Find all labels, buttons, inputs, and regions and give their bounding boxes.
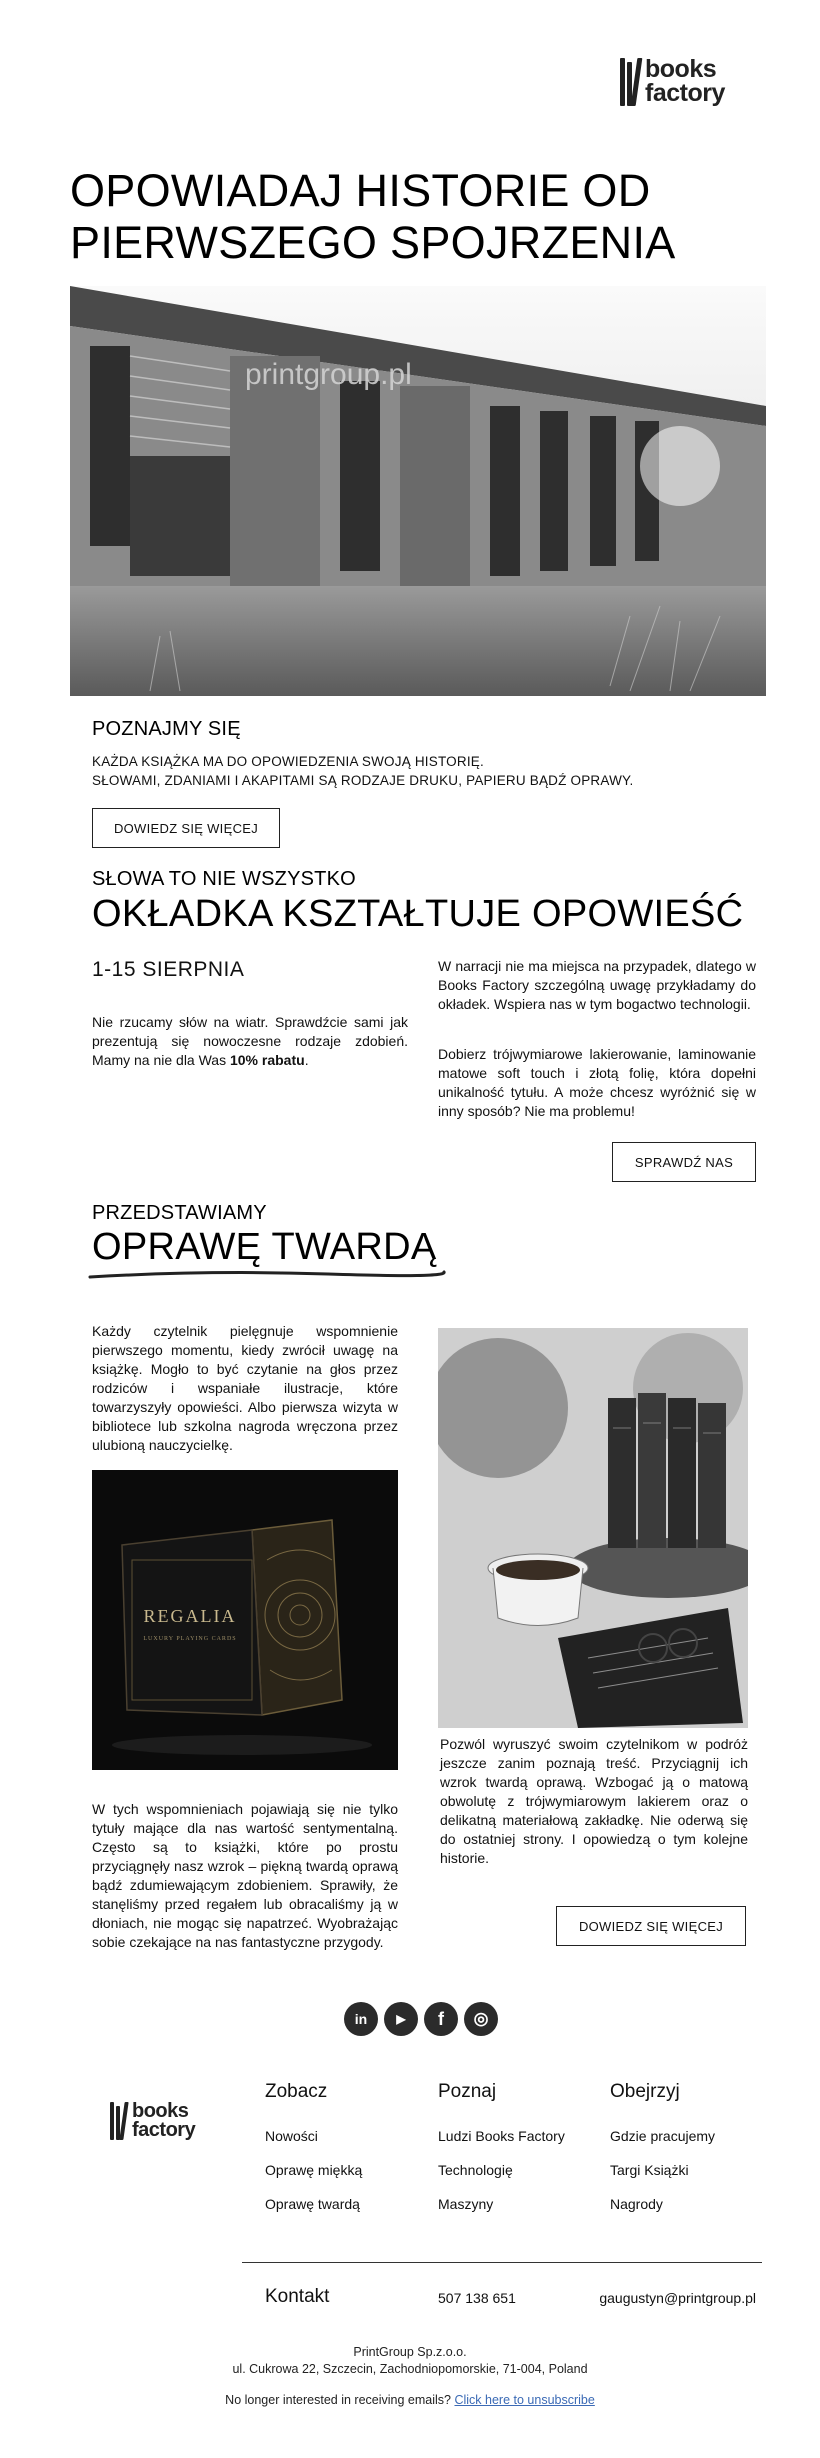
hardcover-p3: Pozwól wyruszyć swoim czytelnikom w podróż jeszcze zanim poznają treść. Przyciągnij ich wzrok twardą oprawą. Wzbogać ją o matową obwolutę z trójwymiarowym lakierem oraz o delikatną materiałową zakładkę. Nie oderwą się do ostatniej strony. I opowiedzą o tym kolejne historie. [440, 1736, 748, 1866]
logo-books-icon [620, 58, 639, 106]
cover-right-p2: Dobierz trójwymiarowe lakierowanie, laminowanie matowe soft touch i złotą folię, która dopełni unikalność tytułu. A może chcesz wyróżnić się w inny sposób? Nie ma problemu! [438, 1046, 756, 1119]
linkedin-icon[interactable]: in [344, 2002, 378, 2036]
book-title: REGALIA [143, 1606, 237, 1626]
hero-title-line2: PIERWSZEGO SPOJRZENIA [70, 217, 676, 268]
books-coffee-photo [438, 1328, 748, 1728]
contact-label: Kontakt [265, 2286, 330, 2307]
cover-left-text-a: Nie rzucamy słów na wiatr. Sprawdźcie sami jak prezentują się nowoczesne rodzaje zdobień. Mamy na nie dla Was [92, 1014, 408, 1068]
cover-left-text-c: . [304, 1052, 309, 1068]
intro-line2: SŁOWAMI, ZDANIAMI I AKAPITAMI SĄ RODZAJE DRUKU, PAPIERU BĄDŹ OPRAWY. [92, 773, 634, 788]
social-links [344, 2002, 498, 2036]
footer-logo-line1: books [132, 2100, 189, 2122]
cover-title: OKŁADKA KSZTAŁTUJE OPOWIEŚĆ [92, 893, 744, 935]
footer-logo-books-icon [110, 2102, 126, 2140]
youtube-icon[interactable]: ▶ [384, 2002, 418, 2036]
footer-link-machines[interactable]: Maszyny [438, 2196, 494, 2212]
footer-link-people[interactable]: Ludzi Books Factory [438, 2128, 565, 2144]
unsubscribe-line [0, 2393, 820, 2407]
footer-col-see-heading: Zobacz [265, 2081, 328, 2102]
footer-link-workplace[interactable]: Gdzie pracujemy [610, 2128, 716, 2144]
title-underline-swoosh [88, 1268, 448, 1282]
logo-line1: books [645, 55, 717, 84]
brand-logo[interactable] [620, 55, 725, 107]
company-address: ul. Cukrowa 22, Szczecin, Zachodniopomorskie, 71-004, Poland [232, 2362, 588, 2376]
company-name: PrintGroup Sp.z.o.o. [353, 2345, 467, 2359]
cover-dates: 1-15 SIERPNIA [92, 958, 245, 981]
building-sign: printgroup.pl [245, 358, 412, 391]
footer-link-new[interactable]: Nowości [265, 2128, 318, 2144]
unsubscribe-link[interactable]: Click here to unsubscribe [454, 2393, 595, 2407]
footer-link-book-fair[interactable]: Targi Książki [610, 2162, 689, 2178]
cover-left-text [92, 1013, 408, 1070]
footer-col-watch-heading: Obejrzyj [610, 2081, 680, 2102]
book-subtitle: LUXURY PLAYING CARDS [143, 1636, 237, 1642]
footer-link-hardcover[interactable]: Oprawę twardą [265, 2196, 360, 2212]
hardcover-p1: Każdy czytelnik pielęgnuje wspomnienie pierwszego momentu, kiedy zwrócił uwagę na książkę. Mogło to być czytanie na głos przez rodziców i wspaniałe ilustracje, które towarzyszyły opowieści. Albo pierwsza wizyta w bibliotece lub szkolna nagroda wręczona przez ulubioną nauczycielkę. [92, 1323, 398, 1453]
cover-discount: 10% rabatu [229, 1052, 305, 1068]
hardcover-learn-more-button[interactable]: DOWIEDZ SIĘ WIĘCEJ [556, 1906, 746, 1946]
intro-line1: KAŻDA KSIĄŻKA MA DO OPOWIEDZENIA SWOJĄ HISTORIĘ. [92, 754, 484, 769]
hero-title-line1: OPOWIADAJ HISTORIE OD [70, 165, 651, 216]
contact-phone[interactable]: 507 138 651 [438, 2290, 516, 2306]
hero-building-photo [70, 286, 766, 696]
cover-right-p1: W narracji nie ma miejsca na przypadek, dlatego w Books Factory szczególną uwagę przykładamy do okładek. Wspiera nas w tym bogactwo technologii. [438, 958, 756, 1012]
cover-kicker: SŁOWA TO NIE WSZYSTKO [92, 868, 356, 890]
intro-heading: POZNAJMY SIĘ [92, 718, 241, 740]
hardcover-p2: W tych wspomnieniach pojawiają się nie tylko tytuły mające dla nas wartość sentymentalną. Często są to książki, które po prostu przyciągnęły nasz wzrok – piękną twardą oprawą bądź zdumiewającym zdobieniem. Sprawiły, że stanęliśmy przed regałem lub obracaliśmy ją w dłoniach, nie mogąc się napatrzeć. Wyobrażając sobie czekające na nas fantastyczne przygody. [92, 1801, 398, 1950]
regalia-book-photo [92, 1470, 398, 1770]
hardcover-title: OPRAWĘ TWARDĄ [92, 1226, 437, 1268]
footer-brand-logo[interactable] [110, 2102, 195, 2140]
instagram-icon[interactable]: ◎ [464, 2002, 498, 2036]
footer-link-technology[interactable]: Technologię [438, 2162, 513, 2178]
intro-text [92, 752, 752, 790]
unsubscribe-prefix: No longer interested in receiving emails? [225, 2393, 455, 2407]
hardcover-kicker: PRZEDSTAWIAMY [92, 1202, 267, 1224]
hero-title [70, 165, 750, 269]
facebook-icon[interactable]: f [424, 2002, 458, 2036]
footer-logo-line2: factory [132, 2119, 196, 2141]
footer-link-awards[interactable]: Nagrody [610, 2196, 663, 2212]
intro-learn-more-button[interactable]: DOWIEDZ SIĘ WIĘCEJ [92, 808, 280, 848]
logo-line2: factory [645, 79, 725, 107]
footer-divider [242, 2262, 762, 2263]
contact-email[interactable]: gaugustyn@printgroup.pl [599, 2290, 756, 2306]
check-us-button[interactable]: SPRAWDŹ NAS [612, 1142, 756, 1182]
footer-link-softcover[interactable]: Oprawę miękką [265, 2162, 363, 2178]
footer-col-discover-heading: Poznaj [438, 2081, 497, 2102]
